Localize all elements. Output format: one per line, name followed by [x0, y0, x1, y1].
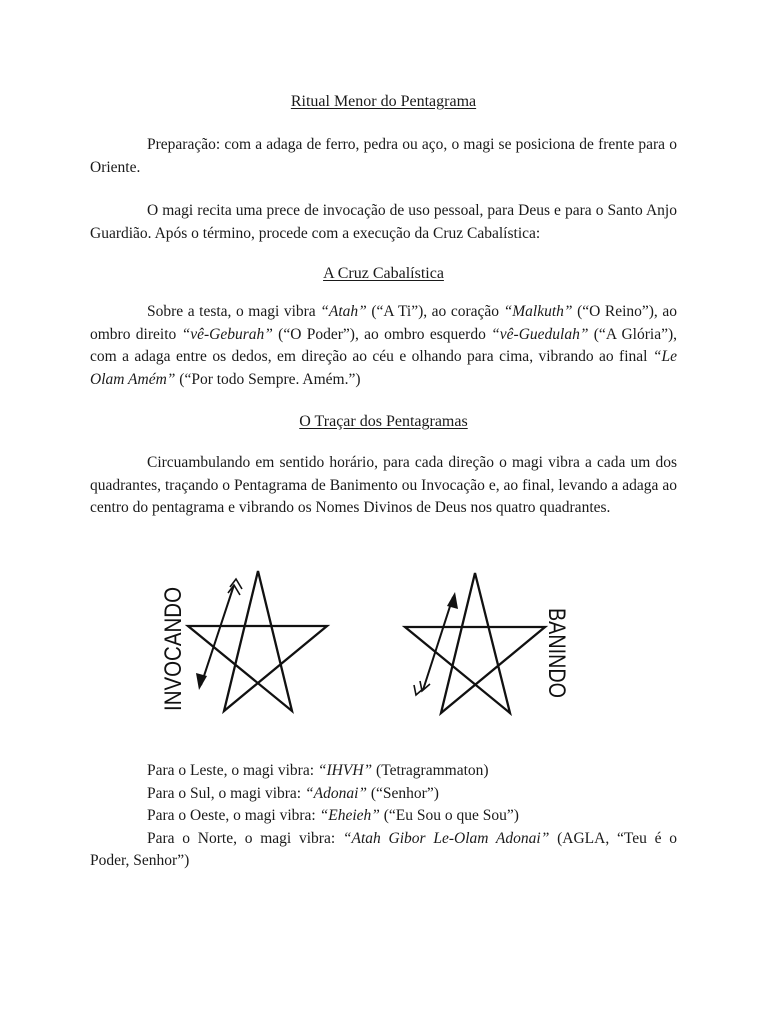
invoking-arrow-fletching [228, 579, 242, 595]
divine-name-meaning: (Tetragrammaton) [372, 762, 489, 779]
divine-name: “IHVH” [317, 762, 373, 779]
direction-prefix: Para o Sul, o magi vibra: [147, 784, 305, 802]
vibrated-name: “Atah” [320, 303, 367, 320]
divine-name-meaning: (“Senhor”) [367, 784, 439, 802]
direction-prefix: Para o Oeste, o magi vibra: [147, 807, 320, 824]
banishing-pentagram [405, 573, 545, 713]
text-segment: (“A Glória”), com a adaga entre os dedos, em direção ao céu e olhando para cima, vibrando ao final [90, 325, 677, 365]
divine-name: “Atah Gibor Le-Olam Adonai” [342, 829, 550, 847]
invoking-arrow-shaft [201, 585, 234, 685]
banishing-arrow-head [447, 592, 458, 609]
text-segment: Sobre a testa, o magi vibra [147, 303, 321, 320]
vibrated-name: “vê-Guedulah” [491, 325, 589, 343]
divine-name: “Eheieh” [319, 807, 380, 824]
directions-list [90, 760, 677, 873]
direction-north [90, 828, 677, 851]
text-segment: (“O Poder”), ao ombro esquerdo [272, 325, 492, 343]
divine-name-meaning: (“Eu Sou o que Sou”) [379, 807, 519, 824]
direction-south [90, 783, 677, 806]
intro-paragraph-preparation: Preparação: com a adaga de ferro, pedra ou aço, o magi se posiciona de frente para o Oriente. [90, 136, 677, 176]
vibrated-name: “vê-Geburah” [181, 325, 273, 343]
invoking-arrow-head [196, 673, 207, 690]
intro-paragraph-prayer: O magi recita uma prece de invocação de uso pessoal, para Deus e para o Santo Anjo Guardião. Após o término, procede com a execução da Cruz Cabalística: [90, 202, 677, 242]
paragraph-cruz-cabalistica [90, 301, 677, 391]
page-title: Ritual Menor do Pentagrama [290, 93, 477, 110]
text-segment: (“O Reino”), ao ombro direito [90, 303, 677, 343]
section-heading-tracar-pentagramas: O Traçar dos Pentagramas [299, 413, 468, 430]
vibrated-name: “Malkuth” [503, 303, 573, 320]
direction-prefix: Para o Leste, o magi vibra: [147, 762, 318, 779]
direction-west [90, 805, 677, 828]
invocando-label: INVOCANDO [160, 565, 187, 711]
pentagram-diagram [150, 565, 580, 725]
direction-north-continuation: Poder, Senhor”) [90, 852, 190, 869]
banindo-label: BANINDO [543, 608, 570, 718]
banishing-arrow-shaft [423, 597, 453, 690]
banishing-arrow-fletching [414, 681, 430, 695]
direction-prefix: Para o Norte, o magi vibra: [147, 829, 343, 847]
text-segment: (“A Ti”), ao coração [366, 303, 504, 320]
direction-east [90, 760, 677, 783]
vibrated-name: “Le Olam Amém” [90, 348, 677, 388]
invoking-pentagram [188, 571, 327, 711]
pentagram-figure [150, 565, 580, 725]
text-segment: (“Por todo Sempre. Amém.”) [175, 370, 361, 388]
paragraph-tracar-pentagramas: Circuambulando em sentido horário, para cada direção o magi vibra a cada um dos quadrantes, traçando o Pentagrama de Banimento ou Invocação e, ao final, levando a adaga ao centro do pentagrama e vibrando os Nomes Divinos de Deus nos quatro quadrantes. [90, 454, 677, 516]
section-heading-cruz-cabalistica: A Cruz Cabalística [323, 265, 444, 282]
divine-name-meaning: (AGLA, “Teu é o [549, 829, 677, 847]
divine-name: “Adonai” [305, 784, 368, 802]
